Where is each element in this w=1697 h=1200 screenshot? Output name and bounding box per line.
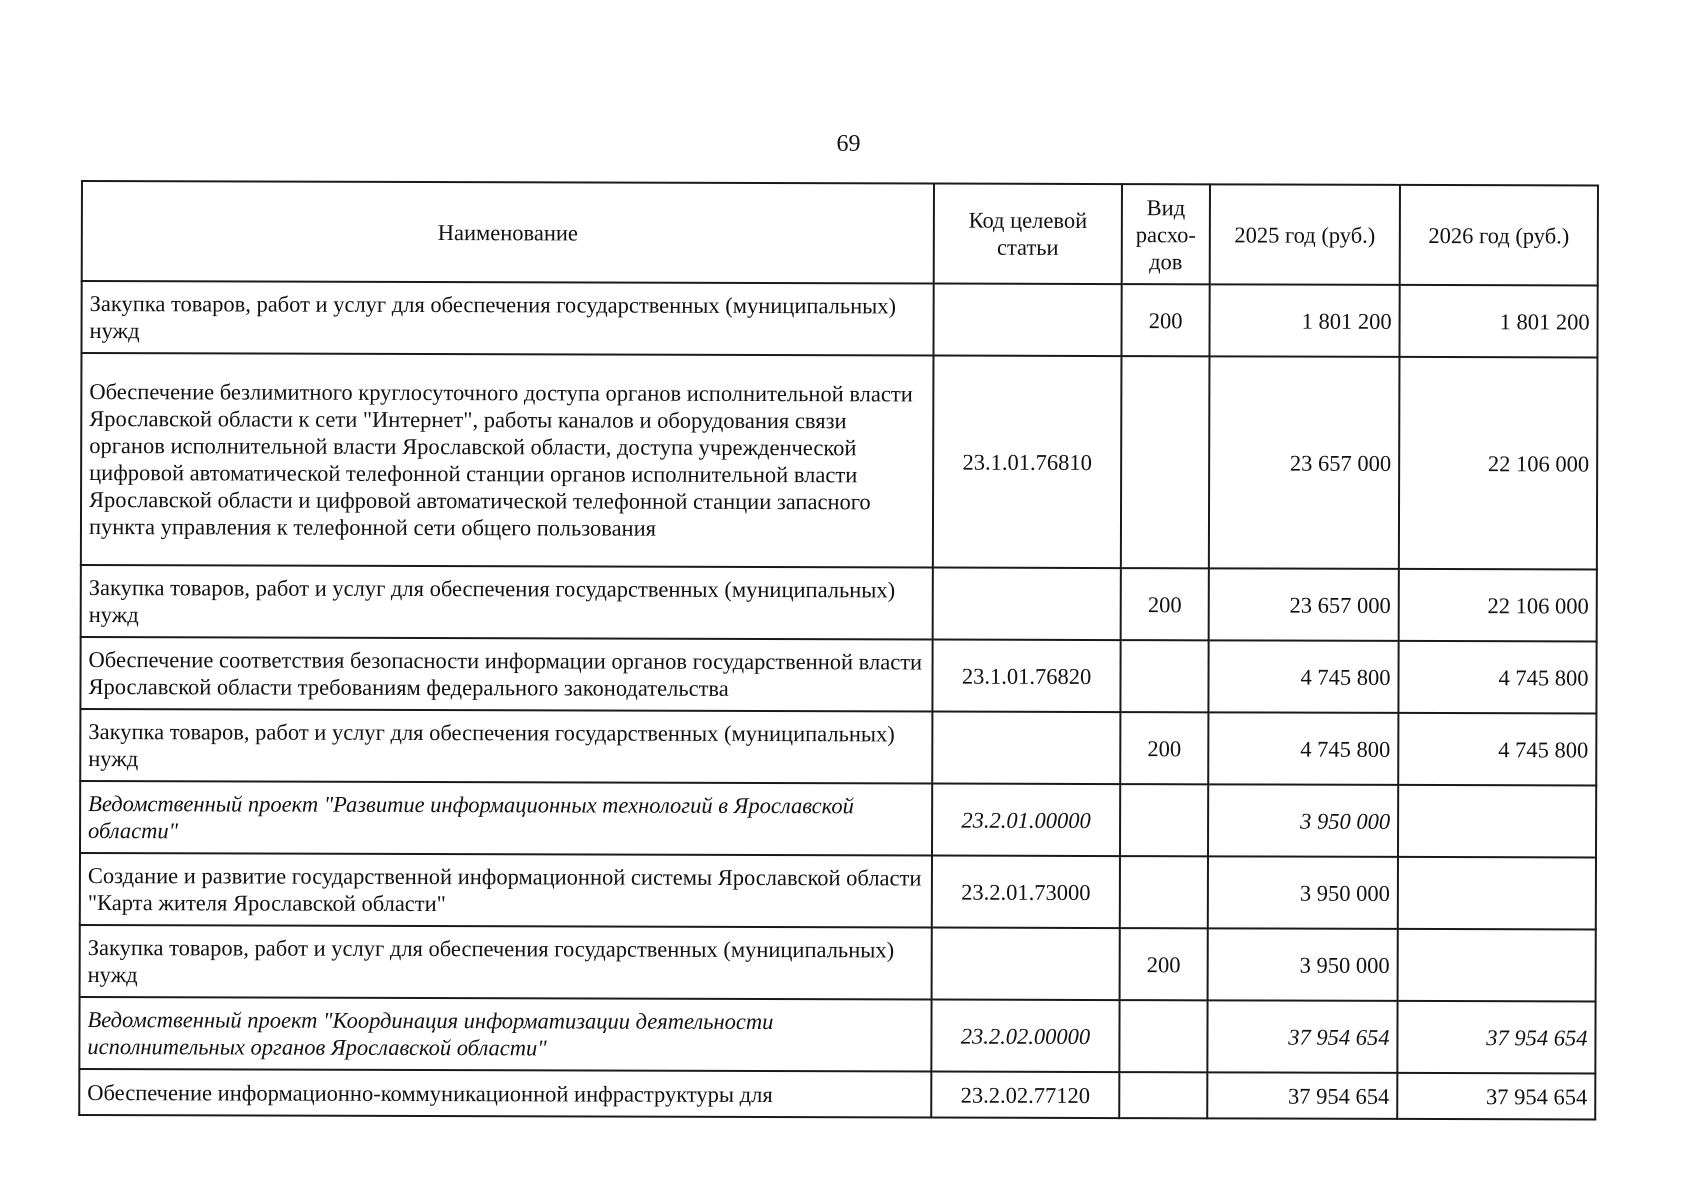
cell-type <box>1119 1072 1207 1118</box>
cell-type <box>1119 1000 1207 1072</box>
cell-2025: 37 954 654 <box>1207 1000 1397 1073</box>
cell-2026: 37 954 654 <box>1397 1073 1595 1120</box>
cell-name: Закупка товаров, работ и услуг для обеспечения государственных (муниципальных) нужд <box>81 281 933 356</box>
cell-2025: 3 950 000 <box>1208 928 1398 1001</box>
table-row <box>79 997 1595 1073</box>
table-row <box>80 853 1596 929</box>
cell-code: 23.2.02.00000 <box>931 1000 1119 1073</box>
cell-2025: 4 745 800 <box>1208 712 1398 785</box>
cell-type: 200 <box>1120 928 1208 1000</box>
cell-2026: 4 745 800 <box>1398 713 1596 786</box>
cell-2026: 22 106 000 <box>1399 569 1597 642</box>
cell-type <box>1120 640 1208 712</box>
header-name: Наименование <box>82 181 934 284</box>
cell-2026: 4 745 800 <box>1398 641 1596 714</box>
cell-2026: 1 801 200 <box>1399 285 1597 358</box>
cell-type: 200 <box>1120 712 1208 784</box>
page-number: 69 <box>836 131 861 157</box>
table-row <box>80 925 1596 1001</box>
header-type: Вид расхо-дов <box>1122 184 1210 284</box>
cell-type <box>1121 356 1210 568</box>
cell-code <box>932 928 1120 1001</box>
table-header-row <box>82 181 1598 285</box>
cell-name: Создание и развитие государственной информационной системы Ярославской области "Карта жителя Ярославской области" <box>80 853 932 928</box>
cell-code: 23.2.01.73000 <box>932 856 1120 929</box>
cell-2025: 1 801 200 <box>1209 284 1399 357</box>
cell-2026 <box>1398 857 1596 930</box>
cell-name: Обеспечение соответствия безопасности информации органов государственной власти Ярославской области требованиям федерального законодательства <box>80 637 932 712</box>
cell-2025: 37 954 654 <box>1207 1072 1397 1119</box>
cell-code <box>933 284 1121 357</box>
cell-2026: 22 106 000 <box>1399 357 1598 570</box>
cell-name: Обеспечение информационно-коммуникационной инфраструктуры для <box>79 1069 931 1118</box>
cell-name: Закупка товаров, работ и услуг для обеспечения государственных (муниципальных) нужд <box>80 709 932 784</box>
cell-code: 23.1.01.76810 <box>933 356 1122 569</box>
cell-2025: 23 657 000 <box>1209 356 1400 569</box>
cell-type: 200 <box>1121 568 1209 640</box>
cell-2025: 4 745 800 <box>1208 640 1398 713</box>
cell-name: Закупка товаров, работ и услуг для обеспечения государственных (муниципальных) нужд <box>81 565 933 640</box>
cell-name: Ведомственный проект "Координация информатизации деятельности исполнительных органов Ярославской области" <box>79 997 931 1072</box>
cell-name: Закупка товаров, работ и услуг для обеспечения государственных (муниципальных) нужд <box>80 925 932 1000</box>
cell-2026 <box>1398 785 1596 858</box>
table-row <box>79 1069 1595 1119</box>
cell-code: 23.2.01.00000 <box>932 784 1120 857</box>
header-code: Код целевой статьи <box>934 184 1122 285</box>
table-row <box>80 781 1596 857</box>
cell-code <box>932 712 1120 785</box>
cell-type: 200 <box>1121 284 1209 356</box>
table-row <box>81 353 1598 569</box>
header-2026: 2026 год (руб.) <box>1400 185 1598 286</box>
cell-code <box>933 568 1121 641</box>
table-row <box>80 709 1596 785</box>
table-row <box>81 281 1597 357</box>
cell-code: 23.2.02.77120 <box>931 1072 1119 1119</box>
cell-type <box>1120 784 1208 856</box>
header-2025: 2025 год (руб.) <box>1210 184 1400 285</box>
cell-2026: 37 954 654 <box>1397 1001 1595 1074</box>
cell-name: Ведомственный проект "Развитие информационных технологий в Ярославской области" <box>80 781 932 856</box>
table-row <box>80 637 1596 713</box>
cell-2025: 3 950 000 <box>1208 784 1398 857</box>
cell-code: 23.1.01.76820 <box>932 640 1120 713</box>
cell-2025: 3 950 000 <box>1208 856 1398 929</box>
cell-type <box>1120 856 1208 928</box>
budget-table <box>78 180 1599 1120</box>
cell-2026 <box>1398 929 1596 1002</box>
cell-2025: 23 657 000 <box>1209 568 1399 641</box>
cell-name: Обеспечение безлимитного круглосуточного доступа органов исполнительной власти Ярославской области к сети "Интернет", работы каналов и оборудования связи органов исполнительной власти Ярославской области, доступа учрежденческой цифровой автоматической телефонной станции органов исполнительной власти Ярославской области и цифровой автоматической телефонной станции запасного пункта управления к телефонной сети общего пользования <box>81 353 934 568</box>
table-row <box>81 565 1597 641</box>
